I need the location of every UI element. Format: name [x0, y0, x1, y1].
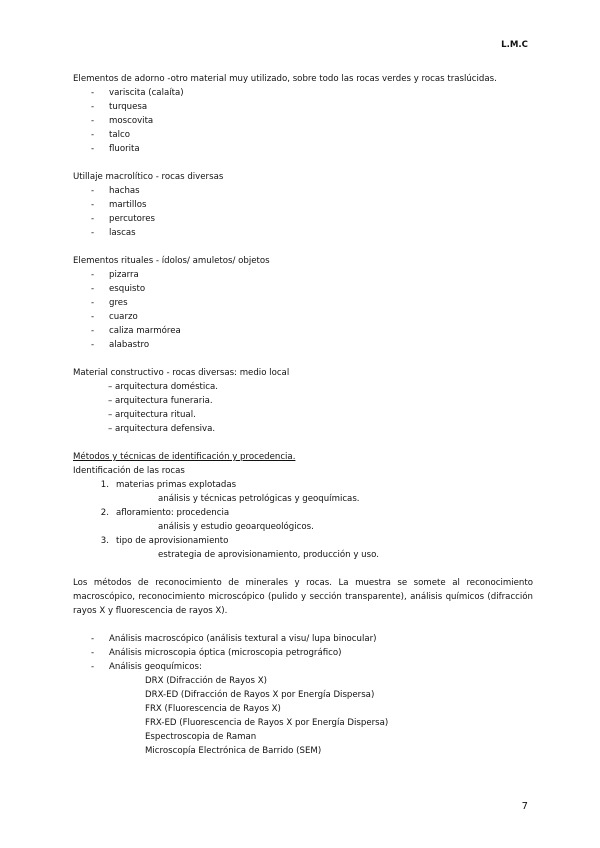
- list-item: – arquitectura ritual.: [108, 410, 196, 420]
- document-body: [73, 72, 533, 758]
- list-item: - Análisis macroscópico (análisis textural a visu/ lupa binocular): [73, 632, 533, 646]
- section-analisis: [73, 632, 533, 758]
- section-paragraph: [73, 576, 533, 618]
- section-title: Utillaje macrolítico - rocas diversas: [73, 172, 224, 182]
- section-subtitle: Identificación de las rocas: [73, 466, 185, 476]
- list-item: - Análisis microscopia óptica (microscopia petrográfico): [73, 646, 533, 660]
- item-number: 1.: [100, 480, 109, 490]
- list-item: - alabastro: [73, 338, 533, 352]
- item-text: materias primas explotadas: [116, 480, 237, 490]
- item-text: afloramiento: procedencia: [116, 508, 230, 518]
- list-item: - caliza marmórea: [73, 324, 533, 338]
- list-item: - percutores: [73, 212, 533, 226]
- list-item: - talco: [73, 128, 533, 142]
- item-sub: análisis y técnicas petrológicas y geoquímicas.: [158, 494, 360, 504]
- list-rituales: [73, 268, 533, 352]
- geo-item: DRX (Difracción de Rayos X): [145, 676, 267, 686]
- list-item: [73, 534, 533, 562]
- section-metodos: [73, 450, 533, 562]
- list-item: - martillos: [73, 198, 533, 212]
- item-sub: análisis y estudio geoarqueológicos.: [158, 522, 314, 532]
- section-title: Material constructivo - rocas diversas: medio local: [73, 368, 290, 378]
- numbered-list: [73, 478, 533, 562]
- body-paragraph: Los métodos de reconocimiento de minerales y rocas. La muestra se somete al reconocimiento macroscópico, reconocimiento microscópico (pulido y sección transparente), análisis químicos (difracción rayos X y fluorescencia de rayos X).: [73, 578, 533, 616]
- list-item: - pizarra: [73, 268, 533, 282]
- geo-item: FRX-ED (Fluorescencia de Rayos X por Energía Dispersa): [145, 718, 389, 728]
- geo-item: Microscopía Electrónica de Barrido (SEM): [145, 746, 322, 756]
- list-item: - cuarzo: [73, 310, 533, 324]
- section-utillaje: [73, 170, 533, 240]
- section-title: Elementos de adorno -otro material muy utilizado, sobre todo las rocas verdes y rocas traslúcidas.: [73, 74, 497, 84]
- section-rituales: [73, 254, 533, 352]
- list-item: - moscovita: [73, 114, 533, 128]
- section-adorno: [73, 72, 533, 156]
- list-item: – arquitectura defensiva.: [108, 424, 216, 434]
- list-item: - esquisto: [73, 282, 533, 296]
- section-title: Elementos rituales - ídolos/ amuletos/ objetos: [73, 256, 270, 266]
- list-adorno: [73, 86, 533, 156]
- list-item: – arquitectura doméstica.: [108, 382, 219, 392]
- list-item: - hachas: [73, 184, 533, 198]
- list-item: - fluorita: [73, 142, 533, 156]
- list-utillaje: [73, 184, 533, 240]
- geo-item: FRX (Fluorescencia de Rayos X): [145, 704, 281, 714]
- list-item: – arquitectura funeraria.: [108, 396, 213, 406]
- item-number: 2.: [100, 508, 109, 518]
- list-item: [73, 478, 533, 506]
- geo-item: Espectroscopia de Raman: [145, 732, 257, 742]
- item-number: 3.: [100, 536, 109, 546]
- item-text: tipo de aprovisionamiento: [116, 536, 229, 546]
- list-analisis: [73, 632, 533, 674]
- item-sub: estrategia de aprovisionamiento, producción y uso.: [158, 550, 379, 560]
- section-heading: Métodos y técnicas de identificación y procedencia.: [73, 452, 296, 462]
- list-item: [73, 506, 533, 534]
- list-item: - variscita (calaíta): [73, 86, 533, 100]
- list-item: - Análisis geoquímicos:: [73, 660, 533, 674]
- list-item: - lascas: [73, 226, 533, 240]
- page-header: L.M.C: [501, 40, 528, 50]
- section-constructivo: [73, 366, 533, 436]
- page-number: 7: [521, 801, 528, 812]
- geo-item: DRX-ED (Difracción de Rayos X por Energía Dispersa): [145, 690, 375, 700]
- list-item: - turquesa: [73, 100, 533, 114]
- list-item: - gres: [73, 296, 533, 310]
